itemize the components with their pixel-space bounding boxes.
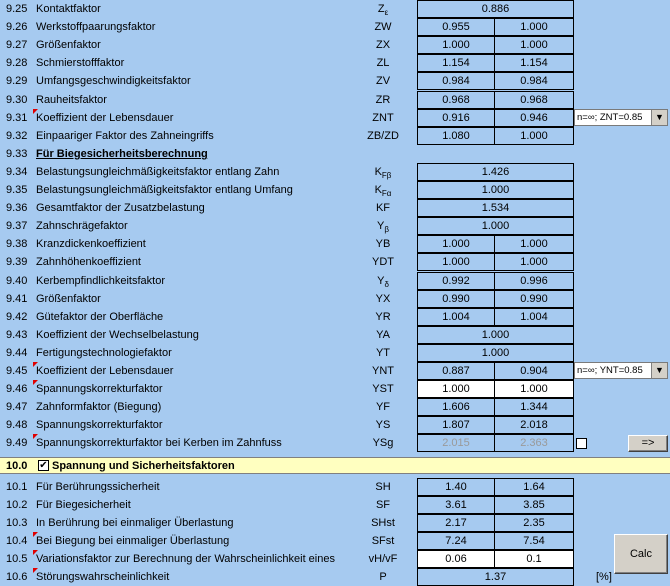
table-row [0,163,670,181]
symbol-text: KF [375,202,391,215]
row-number: 9.35 [6,184,28,196]
row-symbol [360,326,406,344]
table-row [0,308,670,326]
symbol-text: YDT [372,256,394,269]
checkbox-notch[interactable] [576,438,587,449]
row-symbol [360,416,406,434]
row-symbol [360,568,406,586]
value-cell-gear: 1.64 [494,478,574,496]
row-number: 9.31 [6,111,28,124]
row-number: 10.2 [6,498,28,511]
row-symbol [360,434,406,452]
table-row [0,127,670,145]
row-symbol [360,308,406,326]
row-label: Zahnhöhenkoeffizient [36,256,141,269]
row-symbol [360,344,406,362]
table-row [0,272,670,290]
symbol-text: ZL [376,57,390,70]
row-number: 9.44 [6,346,28,359]
symbol-subscript: δ [384,279,389,289]
value-cell-gear: 1.344 [494,398,574,416]
symbol-text: ZV [375,75,391,88]
value-cell-pinion: 3.61 [417,496,495,514]
symbol-text: ZNT [372,111,394,124]
symbol-text: P [379,571,387,583]
row-symbol [360,109,406,127]
value-cell-gear[interactable]: 0.1 [494,550,574,568]
row-label: Spannungskorrekturfaktor [36,383,163,396]
symbol-subscript: Fβ [381,171,392,181]
symbol-text: K [374,184,382,196]
value-cell-gear: 1.154 [494,54,574,72]
value-cell: 1.000 [417,217,574,235]
table-row [0,199,670,217]
row-symbol [360,253,406,271]
symbol-text: ZW [374,21,392,34]
table-row [0,434,670,452]
chevron-down-icon[interactable]: ▼ [651,110,667,125]
subtitle-label: Für Biegesicherheitsberechnung [36,147,208,160]
znt-select[interactable] [574,109,668,126]
table-row [0,326,670,344]
symbol-text: ZR [375,93,391,106]
row-label: Koeffizient der Wechselbelastung [36,328,199,341]
row-symbol [360,514,406,532]
row-label: Werkstoffpaarungsfaktor [36,21,156,34]
value-cell-pinion: 1.40 [417,478,495,496]
row-number: 9.29 [6,75,28,88]
row-number: 9.26 [6,21,28,34]
table-row [0,72,670,90]
table-row [0,416,670,434]
table-row [0,532,670,550]
row-number: 9.42 [6,310,28,323]
row-number: 9.34 [6,165,28,178]
value-cell-pinion: 1.000 [417,235,495,253]
symbol-text: YT [375,346,391,359]
row-label: Variationsfaktor zur Berechnung der Wahrscheinlichkeit eines [36,552,335,565]
value-cell: 1.000 [417,181,574,199]
value-cell: 1.534 [417,199,574,217]
row-label: Größenfaktor [36,292,101,305]
row-number: 10.6 [6,571,28,583]
row-symbol [360,18,406,36]
row-label: Bei Biegung bei einmaliger Überlastung [36,534,230,547]
row-label: Koeffizient der Lebensdauer [36,365,174,377]
value-cell-gear: 0.990 [494,290,574,308]
value-cell-gear: 0.996 [494,272,574,290]
ynt-select-value: n=∞; YNT=0.85 [577,365,643,376]
value-cell: 0.886 [417,0,574,18]
row-number: 10.5 [6,552,28,565]
row-number: 9.40 [6,274,28,287]
row-symbol [360,532,406,550]
symbol-subscript: β [384,225,389,235]
symbol-text: YST [372,383,394,396]
table-row [0,496,670,514]
row-number: 9.48 [6,419,28,432]
symbol-text: vH/vF [368,552,398,565]
row-label: Belastungsungleichmäßigkeitsfaktor entlang Umfang [36,184,293,196]
table-row [0,54,670,72]
symbol-subscript: ε [384,8,389,18]
row-label: Kerbempfindlichkeitsfaktor [36,274,166,287]
value-cell-gear: 0.968 [494,91,574,109]
value-cell-gear: 1.004 [494,308,574,326]
row-label: Für Berührungssicherheit [36,480,160,493]
table-row [0,0,670,18]
value-cell-pinion[interactable]: 1.000 [417,380,495,398]
table-row [0,398,670,416]
value-cell-pinion[interactable]: 0.06 [417,550,495,568]
table-row [0,568,670,586]
row-symbol [360,398,406,416]
symbol-text: SH [375,480,391,493]
row-number: 9.37 [6,220,28,233]
row-label: Koeffizient der Lebensdauer [36,111,174,124]
table-row [0,235,670,253]
table-row [0,109,670,127]
value-cell: 1.426 [417,163,574,181]
row-number: 9.32 [6,129,28,142]
value-cell-pinion: 0.955 [417,18,495,36]
value-cell-pinion: 0.990 [417,290,495,308]
row-label: Rauheitsfaktor [36,93,107,106]
value-cell-pinion: 7.24 [417,532,495,550]
row-label: Belastungsungleichmäßigkeitsfaktor entlang Zahn [36,165,280,178]
value-cell-gear: 0.946 [494,109,574,127]
calc-button[interactable]: Calc [614,534,668,574]
row-number: 9.33 [6,147,28,160]
value-cell-gear: 1.000 [494,127,574,145]
symbol-text: YNT [372,365,394,377]
table-row [0,181,670,199]
value-cell-gear: 1.000 [494,18,574,36]
arrow-button[interactable]: => [628,435,668,452]
section-subtitle [0,145,670,163]
table-row [0,91,670,109]
value-cell-pinion: 0.992 [417,272,495,290]
table-row [0,362,670,380]
row-label: Kranzdickenkoeffizient [36,238,146,251]
row-label: Gesamtfaktor der Zusatzbelastung [36,202,205,215]
row-label: Störungswahrscheinlichkeit [36,571,170,583]
row-number: 9.36 [6,202,28,215]
value-cell-pinion: 1.000 [417,253,495,271]
symbol-text: YF [375,401,391,414]
section-number: 10.0 [6,459,28,472]
ynt-select[interactable] [574,362,668,379]
row-symbol [360,199,406,217]
value-cell-gear: 2.018 [494,416,574,434]
symbol-text: ZX [375,39,391,52]
row-symbol [360,91,406,109]
value-cell: 1.000 [417,344,574,362]
row-label: Spannungskorrekturfaktor [36,419,163,432]
row-symbol [360,54,406,72]
percent-unit: [%] [596,571,612,583]
row-number: 9.46 [6,383,28,396]
table-row [0,380,670,398]
row-label: Zahnschrägefaktor [36,220,128,233]
row-number: 9.38 [6,238,28,251]
value-cell-gear: 0.904 [494,362,574,380]
row-symbol [360,235,406,253]
table-row [0,36,670,54]
row-number: 9.43 [6,328,28,341]
row-label: Kontaktfaktor [36,3,101,15]
section-checkbox[interactable]: ✔ [39,459,48,471]
symbol-text: SFst [371,534,395,547]
table-row [0,344,670,362]
symbol-text: YA [376,328,390,341]
row-symbol [360,127,406,145]
value-cell-pinion: 0.968 [417,91,495,109]
value-cell-gear: 3.85 [494,496,574,514]
row-number: 9.39 [6,256,28,269]
row-number: 9.27 [6,39,28,52]
row-label: Fertigungstechnologiefaktor [36,346,172,359]
symbol-subscript: Fα [381,189,392,199]
value-cell-gear[interactable]: 1.000 [494,380,574,398]
row-label: Umfangsgeschwindigkeitsfaktor [36,75,191,88]
section-label: Spannung und Sicherheitsfaktoren [52,459,235,472]
value-cell-pinion: 0.916 [417,109,495,127]
value-cell-gear: 1.000 [494,253,574,271]
row-symbol [360,550,406,568]
row-symbol [360,380,406,398]
table-row [0,217,670,235]
value-cell-gear: 2.363 [494,434,574,452]
symbol-text: YR [375,310,391,323]
row-label: Für Biegesicherheit [36,498,131,511]
value-cell-pinion: 1.807 [417,416,495,434]
row-number: 9.47 [6,401,28,414]
row-label: Größenfaktor [36,39,101,52]
row-number: 10.1 [6,480,28,493]
znt-select-value: n=∞; ZNT=0.85 [577,111,643,123]
row-number: 9.49 [6,437,28,450]
row-label: In Berührung bei einmaliger Überlastung [36,516,234,529]
symbol-text: Z [377,3,385,15]
value-cell-pinion: 2.015 [417,434,495,452]
row-symbol [360,478,406,496]
value-cell-gear: 2.35 [494,514,574,532]
value-cell-gear: 7.54 [494,532,574,550]
row-number: 9.45 [6,365,28,377]
symbol-text: YS [375,419,391,432]
row-label: Schmierstofffaktor [36,57,125,70]
value-cell-pinion: 1.080 [417,127,495,145]
table-row [0,18,670,36]
row-number: 9.28 [6,57,28,70]
table-row [0,550,670,568]
value-cell-pinion: 1.004 [417,308,495,326]
table-row [0,253,670,271]
value-cell-gear: 0.984 [494,72,574,90]
symbol-text: YX [375,292,391,305]
row-symbol [360,496,406,514]
value-cell-gear: 1.000 [494,36,574,54]
value-cell-pinion: 1.606 [417,398,495,416]
symbol-text: Y [377,274,385,287]
row-label: Gütefaktor der Oberfläche [36,310,164,323]
value-cell-pinion: 0.887 [417,362,495,380]
symbol-text: SF [375,498,391,511]
row-label: Zahnformfaktor (Biegung) [36,401,162,414]
row-number: 10.3 [6,516,28,529]
value-cell: 1.000 [417,326,574,344]
value-cell-pinion: 1.000 [417,36,495,54]
row-symbol [360,72,406,90]
symbol-text: YB [375,238,391,251]
symbol-text: Y [377,220,385,233]
row-symbol [360,362,406,380]
row-label: Einpaariger Faktor des Zahneingriffs [36,129,214,142]
row-label: Spannungskorrekturfaktor bei Kerben im Zahnfuss [36,437,282,450]
row-number: 9.25 [6,3,28,15]
value-cell-gear: 1.000 [494,235,574,253]
value-cell-pinion: 1.154 [417,54,495,72]
chevron-down-icon[interactable]: ▼ [651,363,667,378]
table-row [0,514,670,532]
symbol-text: SHst [371,516,395,529]
table-row [0,478,670,496]
value-cell-pinion: 0.984 [417,72,495,90]
row-number: 9.41 [6,292,28,305]
value-cell-pinion: 2.17 [417,514,495,532]
row-symbol [360,36,406,54]
symbol-text: YSg [372,437,394,450]
table-row [0,290,670,308]
value-cell: 1.37 [417,568,574,586]
row-number: 9.30 [6,93,28,106]
symbol-text: K [374,165,382,178]
row-symbol [360,290,406,308]
section-header [0,457,670,474]
symbol-text: ZB/ZD [367,129,399,142]
row-number: 10.4 [6,534,28,547]
